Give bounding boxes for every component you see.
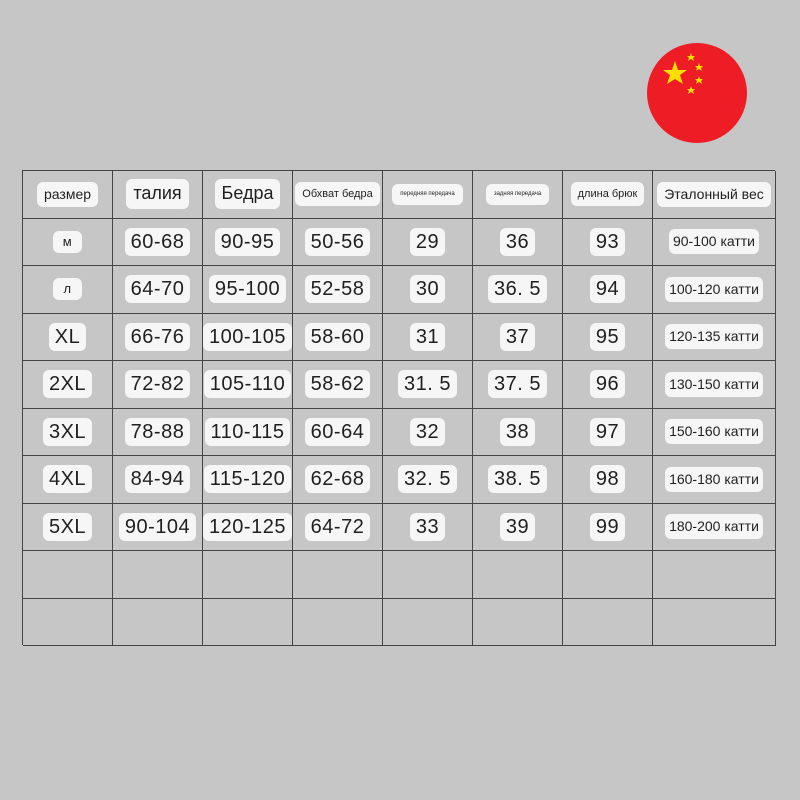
empty-cell [293,551,383,599]
table-cell [23,456,113,504]
empty-cell [23,599,113,647]
measurement-value: 110-115 [205,418,291,446]
table-cell [113,456,203,504]
column-header: Обхват бедра [295,182,379,206]
column-header: задняя передача [486,184,549,205]
table-cell [563,361,653,409]
empty-cell [203,551,293,599]
measurement-value: 95-100 [209,275,286,303]
measurement-value: 50-56 [305,228,371,256]
size-label: XL [49,323,86,351]
measurement-value: 62-68 [305,465,371,493]
measurement-value: 32. 5 [398,465,457,493]
measurement-value: 180-200 катти [665,514,763,539]
column-header: длина брюк [571,182,645,206]
table-cell [113,361,203,409]
measurement-value: 64-70 [125,275,191,303]
table-cell [473,314,563,362]
table-cell [23,219,113,267]
table-cell [653,361,776,409]
empty-cell [653,599,776,647]
measurement-value: 90-95 [215,228,281,256]
measurement-value: 90-104 [119,513,196,541]
measurement-value: 94 [590,275,625,303]
column-header: передняя передача [392,184,462,205]
table-cell [293,409,383,457]
measurement-value: 120-125 [203,513,292,541]
table-cell [23,266,113,314]
table-cell [23,361,113,409]
size-label: 4XL [43,465,92,493]
table-cell [383,409,473,457]
table-cell [23,409,113,457]
table-cell [563,456,653,504]
header-cell [653,171,776,219]
measurement-value: 160-180 катти [665,467,763,492]
measurement-value: 31. 5 [398,370,457,398]
table-cell [203,409,293,457]
table-cell [293,219,383,267]
china-flag-icon [647,43,747,143]
measurement-value: 33 [410,513,445,541]
table-cell [293,266,383,314]
table-cell [113,266,203,314]
empty-cell [113,599,203,647]
measurement-value: 97 [590,418,625,446]
measurement-value: 150-160 катти [665,419,763,444]
table-cell [383,361,473,409]
empty-cell [113,551,203,599]
column-header: талия [126,179,188,209]
column-header: Бедра [215,179,281,209]
measurement-value: 115-120 [204,465,291,493]
table-cell [563,314,653,362]
empty-cell [383,599,473,647]
table-cell [653,314,776,362]
empty-cell [383,551,473,599]
table-cell [203,504,293,552]
table-cell [383,314,473,362]
measurement-value: 100-105 [203,323,292,351]
table-cell [113,314,203,362]
table-cell [203,219,293,267]
measurement-value: 32 [410,418,445,446]
empty-cell [293,599,383,647]
header-cell [113,171,203,219]
measurement-value: 37. 5 [488,370,547,398]
measurement-value: 98 [590,465,625,493]
table-cell [383,456,473,504]
measurement-value: 84-94 [125,465,191,493]
header-cell [293,171,383,219]
table-cell [473,361,563,409]
measurement-value: 58-62 [305,370,371,398]
measurement-value: 30 [410,275,445,303]
table-cell [383,504,473,552]
empty-cell [473,599,563,647]
table-cell [383,219,473,267]
table-cell [563,409,653,457]
table-cell [293,314,383,362]
size-label: л [53,278,81,300]
table-cell [653,409,776,457]
table-cell [563,219,653,267]
empty-cell [563,551,653,599]
measurement-value: 52-58 [305,275,371,303]
measurement-value: 120-135 катти [665,324,763,349]
measurement-value: 90-100 катти [669,229,759,254]
measurement-value: 93 [590,228,625,256]
table-cell [113,219,203,267]
measurement-value: 64-72 [305,513,371,541]
empty-cell [563,599,653,647]
column-header: размер [37,182,98,207]
empty-cell [473,551,563,599]
measurement-value: 60-64 [305,418,371,446]
table-cell [653,219,776,267]
measurement-value: 105-110 [204,370,291,398]
measurement-value: 96 [590,370,625,398]
table-cell [653,456,776,504]
table-cell [653,266,776,314]
size-label: м [53,231,82,253]
measurement-value: 72-82 [125,370,191,398]
size-label: 5XL [43,513,92,541]
table-cell [563,504,653,552]
measurement-value: 95 [590,323,625,351]
empty-cell [203,599,293,647]
measurement-value: 36 [500,228,535,256]
table-cell [203,314,293,362]
header-cell [563,171,653,219]
measurement-value: 29 [410,228,445,256]
table-cell [203,266,293,314]
table-cell [473,266,563,314]
table-cell [113,504,203,552]
table-cell [473,456,563,504]
measurement-value: 39 [500,513,535,541]
table-cell [473,409,563,457]
table-cell [653,504,776,552]
measurement-value: 99 [590,513,625,541]
flag-stars [647,43,747,143]
measurement-value: 38. 5 [488,465,547,493]
table-cell [293,504,383,552]
header-cell [23,171,113,219]
measurement-value: 31 [410,323,445,351]
measurement-value: 130-150 катти [665,372,763,397]
measurement-value: 37 [500,323,535,351]
header-cell [383,171,473,219]
table-cell [293,361,383,409]
size-chart-table [22,170,775,645]
measurement-value: 78-88 [125,418,191,446]
table-cell [113,409,203,457]
table-cell [563,266,653,314]
table-cell [23,314,113,362]
header-cell [473,171,563,219]
table-cell [203,361,293,409]
size-label: 2XL [43,370,92,398]
table-cell [203,456,293,504]
measurement-value: 38 [500,418,535,446]
column-header: Эталонный вес [657,182,771,207]
measurement-value: 66-76 [125,323,191,351]
table-cell [293,456,383,504]
table-cell [23,504,113,552]
empty-cell [23,551,113,599]
size-label: 3XL [43,418,92,446]
measurement-value: 58-60 [305,323,371,351]
table-cell [383,266,473,314]
table-cell [473,219,563,267]
header-cell [203,171,293,219]
measurement-value: 100-120 катти [665,277,763,302]
empty-cell [653,551,776,599]
measurement-value: 36. 5 [488,275,547,303]
measurement-value: 60-68 [125,228,191,256]
table-cell [473,504,563,552]
